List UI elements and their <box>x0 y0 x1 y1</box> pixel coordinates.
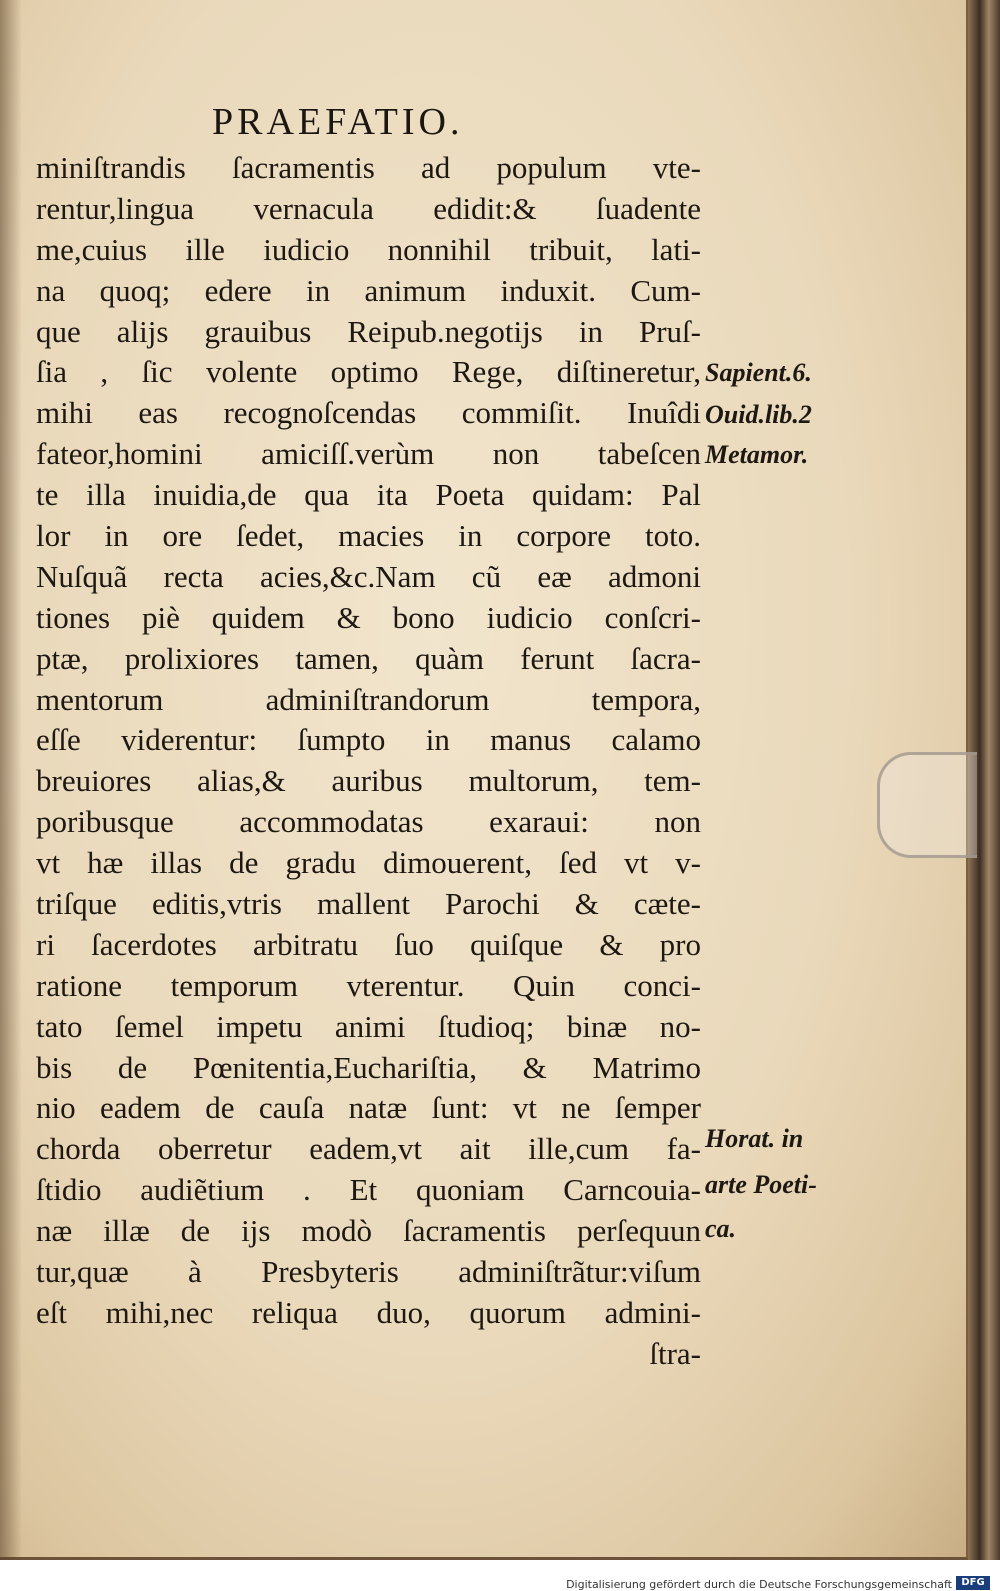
text-line: triſque editis,vtris mallent Parochi & cæte- <box>36 886 701 922</box>
margin-note: Horat. in <box>705 1124 804 1153</box>
text-line: ratione temporum vterentur. Quin conci- <box>36 967 701 1003</box>
text-line: Nuſquã recta acies,&c.Nam cũ eæ admoni <box>36 558 701 594</box>
text-line: fateor,homini amiciſſ.verùm non tabeſcen <box>36 436 701 472</box>
text-line: lor in ore ſedet, macies in corpore toto. <box>36 518 701 554</box>
text-line: bis de Pœnitentia,Euchariſtia, & Matrimo <box>36 1049 701 1085</box>
text-line: næ illæ de ijs modò ſacramentis perſequun <box>36 1213 701 1249</box>
text-line: nio eadem de cauſa natæ ſunt: vt ne ſemper <box>36 1090 701 1126</box>
text-line: te illa inuidia,de qua ita Poeta quidam: Pal <box>36 477 701 513</box>
dfg-logo: DFG <box>956 1576 990 1590</box>
margin-note: ca. <box>705 1214 737 1243</box>
gutter-shadow <box>0 0 22 1560</box>
margin-note: arte Poeti- <box>705 1170 817 1199</box>
margin-note: Ouid.lib.2 <box>705 400 812 429</box>
text-line: poribusque accommodatas exaraui: non <box>36 804 701 840</box>
text-line: tato ſemel impetu animi ſtudioq; binæ no- <box>36 1008 701 1044</box>
catchword: ſtra- <box>649 1335 701 1371</box>
text-line: eſt mihi,nec reliqua duo, quorum admini- <box>36 1294 701 1330</box>
margin-note: Metamor. <box>705 440 809 469</box>
text-line: ptæ, prolixiores tamen, quàm ferunt ſacra- <box>36 640 701 676</box>
text-line: ſia , ſic volente optimo Rege, diſtineretur, <box>36 354 701 390</box>
text-line: chorda oberretur eadem,vt ait ille,cum fa- <box>36 1131 701 1167</box>
running-head: PRAEFATIO. <box>212 101 464 143</box>
margin-note: Sapient.6. <box>705 358 812 387</box>
text-line: ri ſacerdotes arbitratu ſuo quiſque & pro <box>36 926 701 962</box>
text-line: tur,quæ à Presbyteris adminiſtrãtur:viſum <box>36 1254 701 1290</box>
text-line: vt hæ illas de gradu dimouerent, ſed vt v- <box>36 845 701 881</box>
text-line: tiones piè quidem & bono iudicio conſcri- <box>36 599 701 635</box>
text-line: ſtidio audiẽtium . Et quoniam Carncouia- <box>36 1172 701 1208</box>
footer-credit: Digitalisierung gefördert durch die Deutsche Forschungsgemeinschaft <box>566 1578 952 1591</box>
page-clip <box>877 752 977 858</box>
text-line: me,cuius ille iudicio nonnihil tribuit, lati- <box>36 231 701 267</box>
text-line: que alijs grauibus Reipub.negotijs in Pruſ- <box>36 313 701 349</box>
text-line: breuiores alias,& auribus multorum, tem- <box>36 763 701 799</box>
text-line: na quoq; edere in animum induxit. Cum- <box>36 272 701 308</box>
body-text <box>36 148 701 1375</box>
text-line: miniſtrandis ſacramentis ad populum vte- <box>36 150 701 185</box>
text-line: mentorum adminiſtrandorum tempora, <box>36 681 701 717</box>
text-line: mihi eas recognoſcendas commiſit. Inuîdi <box>36 395 701 431</box>
text-line: rentur,lingua vernacula edidit:& ſuadente <box>36 190 701 226</box>
text-line: eſſe viderentur: ſumpto in manus calamo <box>36 722 701 758</box>
